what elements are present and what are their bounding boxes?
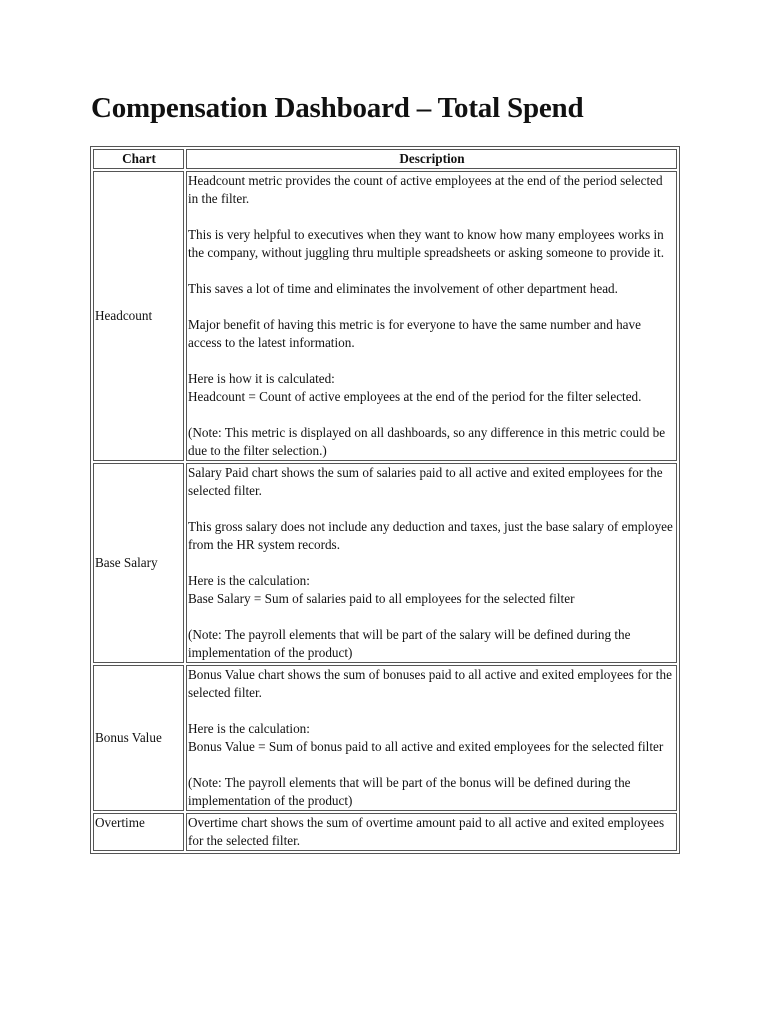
description-paragraph: This gross salary does not include any deduction and taxes, just the base salary of employee from the HR system records. (188, 519, 673, 552)
description-paragraph: This is very helpful to executives when they want to know how many employees works in the company, without juggling thru multiple spreadsheets or asking someone to provide it. (188, 227, 665, 260)
description-paragraph: (Note: The payroll elements that will be part of the bonus will be defined during the implementation of the product) (188, 775, 631, 808)
description-paragraph: (Note: This metric is displayed on all dashboards, so any difference in this metric could be due to the filter selection.) (188, 425, 666, 458)
header-chart: Chart (93, 149, 184, 169)
description-cell (186, 171, 677, 461)
description-paragraph (188, 370, 676, 406)
header-description: Description (186, 149, 677, 169)
description-cell (186, 463, 677, 663)
description-line: Here is how it is calculated: (188, 371, 335, 386)
description-paragraph: This saves a lot of time and eliminates the involvement of other department head. (188, 281, 618, 296)
description-paragraph: Bonus Value chart shows the sum of bonuses paid to all active and exited employees for the selected filter. (188, 667, 672, 700)
description-paragraph: (Note: The payroll elements that will be part of the salary will be defined during the implementation of the product) (188, 627, 631, 660)
description-paragraph: Salary Paid chart shows the sum of salaries paid to all active and exited employees for the selected filter. (188, 465, 663, 498)
table-row (93, 665, 677, 811)
chart-name-cell: Base Salary (93, 463, 184, 663)
chart-name-cell: Overtime (93, 813, 184, 851)
description-paragraph: Major benefit of having this metric is for everyone to have the same number and have access to the latest information. (188, 317, 641, 350)
description-paragraph: Overtime chart shows the sum of overtime amount paid to all active and exited employees for the selected filter. (188, 815, 665, 848)
description-line: Bonus Value = Sum of bonus paid to all active and exited employees for the selected filter (188, 739, 664, 754)
description-cell (186, 665, 677, 811)
table-row (93, 463, 677, 663)
table-row (93, 813, 677, 851)
description-paragraph (188, 720, 676, 756)
description-line: Here is the calculation: (188, 573, 310, 588)
chart-name-cell: Headcount (93, 171, 184, 461)
description-line: Base Salary = Sum of salaries paid to all employees for the selected filter (188, 591, 575, 606)
description-cell (186, 813, 677, 851)
description-line: Headcount = Count of active employees at the end of the period for the filter selected. (188, 389, 642, 404)
table-row (93, 171, 677, 461)
description-paragraph: Headcount metric provides the count of active employees at the end of the period selected in the filter. (188, 173, 663, 206)
compensation-table (90, 146, 680, 854)
description-paragraph (188, 572, 676, 608)
description-line: Here is the calculation: (188, 721, 310, 736)
page-title: Compensation Dashboard – Total Spend (91, 92, 584, 124)
chart-name-cell: Bonus Value (93, 665, 184, 811)
table-header-row (93, 149, 677, 169)
table-body (93, 171, 677, 851)
